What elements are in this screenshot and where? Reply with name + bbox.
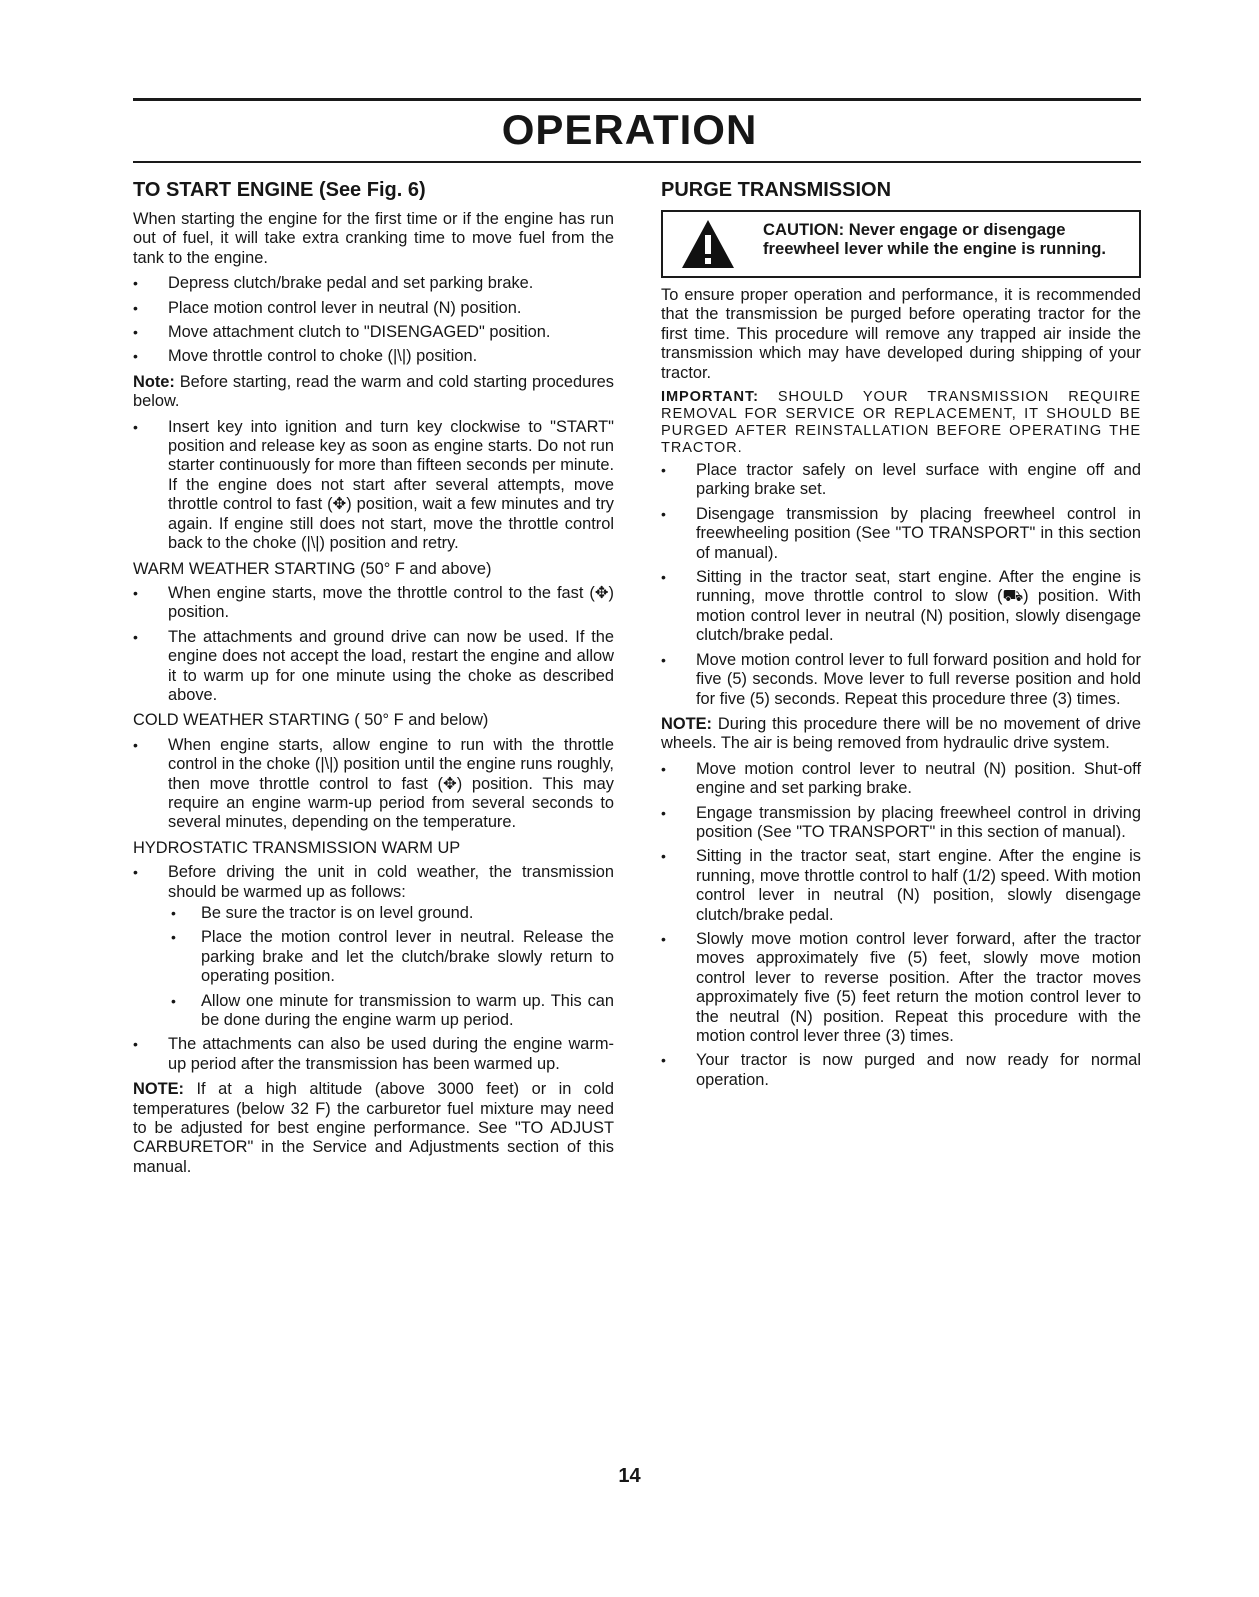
important-notice [661, 389, 1141, 457]
altitude-note [133, 1080, 614, 1177]
right-column [661, 178, 1141, 1096]
hydro-steps [133, 863, 614, 1074]
important-text: SHOULD YOUR TRANSMISSION REQUIRE REMOVAL FOR SERVICE OR REPLACEMENT, IT SHOULD BE PURGED AFTER REINSTALLATION BEFORE OPERATING THE TRACTOR. [661, 389, 1141, 457]
list-item: • Disengage transmission by placing freewheel control in freewheeling position (See "TO TRANSPORT" in this section of manual). [661, 505, 1141, 563]
hydro-heading: HYDROSTATIC TRANSMISSION WARM UP [133, 838, 461, 857]
list-item: • Move throttle control to choke (|\|) position. [133, 347, 614, 366]
list-item: • Place the motion control lever in neutral. Release the parking brake and let the clutch/brake slowly return to operating position. [168, 928, 614, 986]
ignition-steps [133, 418, 614, 554]
list-item: • Move motion control lever to neutral (N) position. Shut-off engine and set parking brake. [661, 760, 1141, 799]
caution-box [661, 210, 1141, 278]
note-text: If at a high altitude (above 3000 feet) or in cold temperatures (below 32 F) the carburetor fuel mixture may need to be adjusted for best engine performance. See "TO ADJUST CARBURETOR" in the Service and Adjustments section of this manual. [133, 1080, 614, 1176]
list-item: • Your tractor is now purged and now ready for normal operation. [661, 1051, 1141, 1090]
start-engine-steps [133, 274, 614, 367]
left-column [133, 178, 614, 1183]
important-label: IMPORTANT: [661, 389, 759, 406]
page-number: 14 [618, 1465, 641, 1487]
header-rule-top [133, 98, 1141, 101]
list-item: • Sitting in the tractor seat, start engine. After the engine is running, move throttle control to slow (⛟) position. With motion control lever in neutral (N) position, slowly disengage clutch/brake pedal. [661, 568, 1141, 646]
list-item: • When engine starts, move the throttle control to the fast (✥) position. [133, 584, 614, 623]
list-item: • Place tractor safely on level surface with engine off and parking brake set. [661, 461, 1141, 500]
list-item: • Be sure the tractor is on level ground. [168, 904, 614, 923]
list-item: • Depress clutch/brake pedal and set parking brake. [133, 274, 614, 293]
list-item: • The attachments and ground drive can now be used. If the engine does not accept the load, restart the engine and allow it to warm up for one minute using the choke as described above. [133, 628, 614, 706]
hydro-bullet-text: Before driving the unit in cold weather, the transmission should be warmed up as follows: [168, 863, 614, 901]
warm-weather-steps [133, 584, 614, 705]
purge-steps-2 [661, 760, 1141, 1091]
purge-heading: PURGE TRANSMISSION [661, 179, 892, 201]
list-item: • When engine starts, allow engine to run with the throttle control in the choke (|\|) position until the engine runs roughly, then move throttle control to fast (✥) position. This may require an engine warm-up period from several seconds to several minutes, depending on the temperature. [133, 736, 614, 833]
note-label: NOTE: [661, 714, 712, 733]
purge-note [661, 715, 1141, 754]
page-title: OPERATION [501, 106, 758, 153]
caution-text: CAUTION: Never engage or disengage freewheel lever while the engine is running. [763, 220, 1107, 258]
warning-triangle-icon [680, 218, 736, 270]
starting-note [133, 373, 614, 412]
list-item: • Place motion control lever in neutral (N) position. [133, 299, 614, 318]
list-item: • Engage transmission by placing freewheel control in driving position (See "TO TRANSPORT" in this section of manual). [661, 804, 1141, 843]
start-engine-heading: TO START ENGINE (See Fig. 6) [133, 179, 426, 201]
list-item: • Allow one minute for transmission to warm up. This can be done during the engine warm up period. [168, 992, 614, 1031]
start-engine-intro: When starting the engine for the first time or if the engine has run out of fuel, it will take extra cranking time to move fuel from the tank to the engine. [133, 210, 614, 267]
note-text: Before starting, read the warm and cold starting procedures below. [133, 372, 614, 411]
list-item: • Move attachment clutch to "DISENGAGED" position. [133, 323, 614, 342]
list-item: • Insert key into ignition and turn key clockwise to "START" position and release key as soon as engine starts. Do not run starter continuously for more than fifteen seconds per minute. If the engine does not start after several attempts, move throttle control to fast (✥) position, wait a few minutes and try again. If engine still does not start, move the throttle control back to the choke (|\|) position and retry. [133, 418, 614, 554]
purge-intro: To ensure proper operation and performance, it is recommended that the transmission be purged before operating tractor for the first time. This procedure will remove any trapped air inside the transmission which may have developed during shipping of your tractor. [661, 286, 1141, 382]
purge-steps [661, 461, 1141, 709]
list-item: • Sitting in the tractor seat, start engine. After the engine is running, move throttle control to half (1/2) speed. With motion control lever in neutral (N) position, slowly disengage clutch/brake pedal. [661, 847, 1141, 925]
hydro-substeps [168, 904, 614, 1030]
list-item [133, 863, 614, 1030]
header-rule-bottom [133, 161, 1141, 163]
warm-weather-heading: WARM WEATHER STARTING (50° F and above) [133, 559, 492, 578]
cold-weather-steps [133, 736, 614, 833]
list-item: • The attachments can also be used during the engine warm-up period after the transmission has been warmed up. [133, 1035, 614, 1074]
note-text: During this procedure there will be no movement of drive wheels. The air is being removed from hydraulic drive system. [661, 714, 1141, 753]
note-label: Note: [133, 372, 175, 391]
list-item: • Move motion control lever to full forward position and hold for five (5) seconds. Move lever to full reverse position and hold for five (5) seconds. Repeat this procedure three (3) times. [661, 651, 1141, 709]
note-label: NOTE: [133, 1080, 184, 1099]
list-item: • Slowly move motion control lever forward, after the tractor moves approximately five (5) feet, slowly move motion control lever to reverse position. After the tractor moves approximately five (5) feet return the motion control lever to the neutral (N) position. Repeat this procedure with the motion control lever three (3) times. [661, 930, 1141, 1046]
cold-weather-heading: COLD WEATHER STARTING ( 50° F and below) [133, 711, 489, 730]
